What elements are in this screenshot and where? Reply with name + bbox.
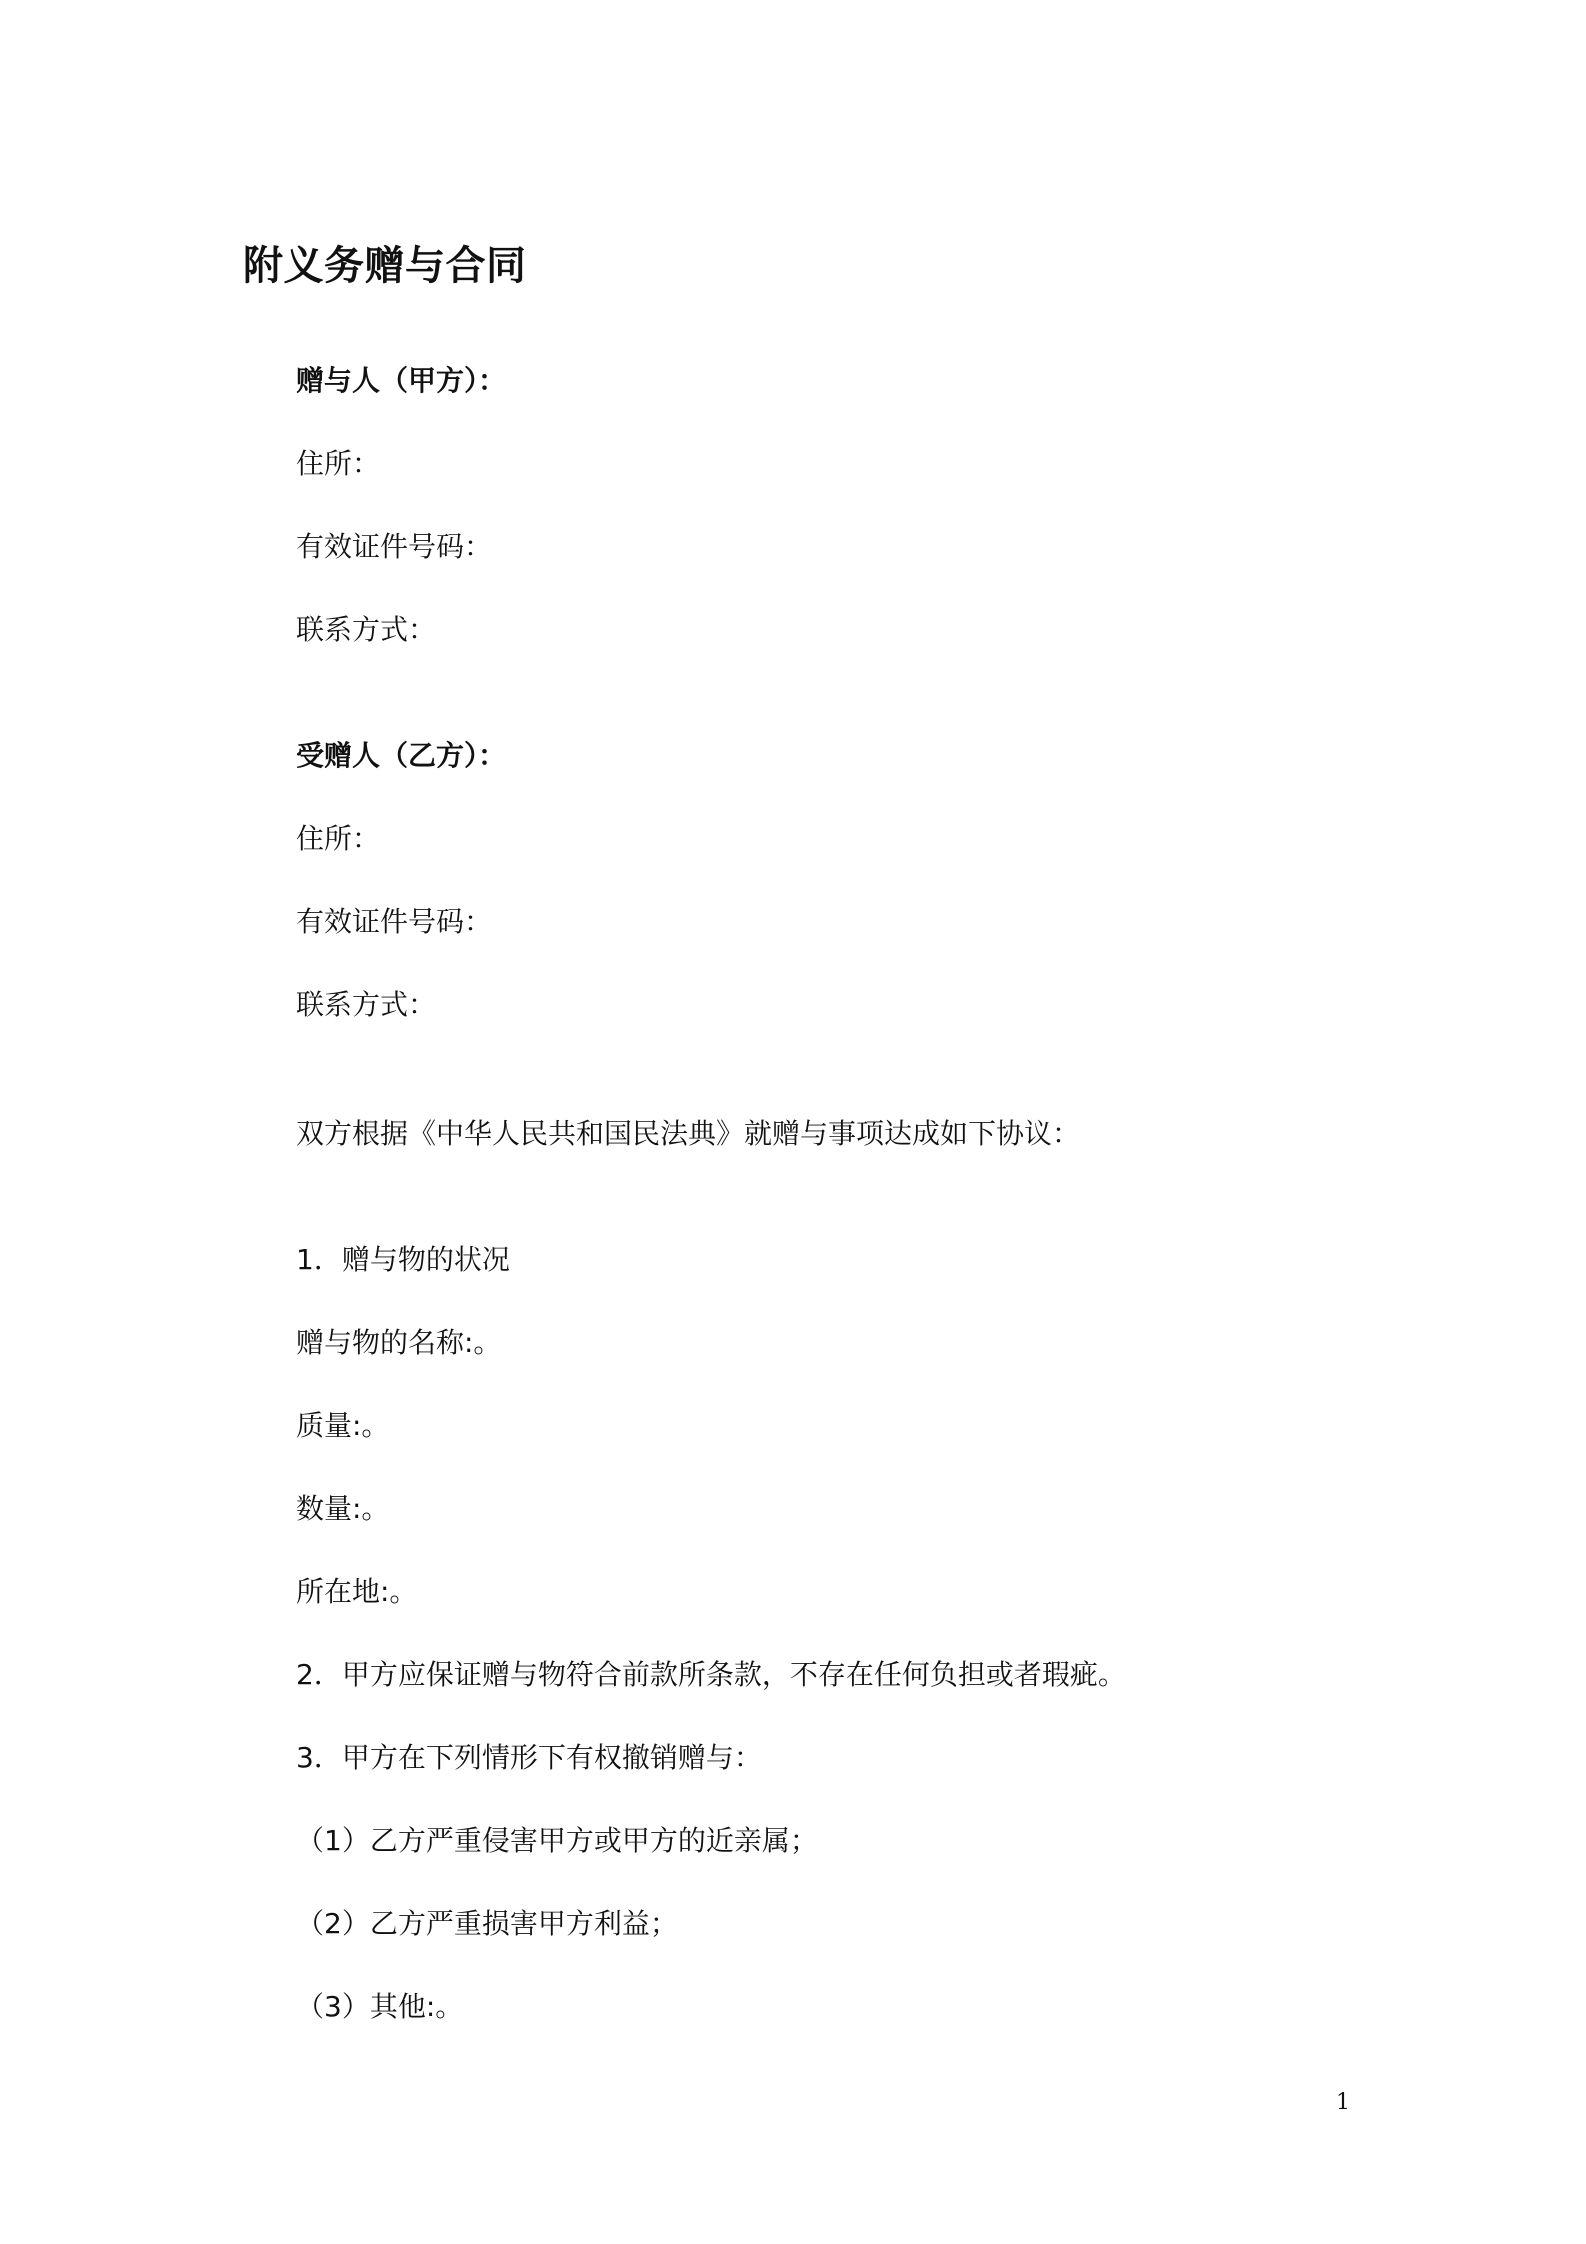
donor-contact-label: 联系方式： (296, 613, 437, 646)
clause-1-heading: 1．赠与物的状况 (296, 1243, 510, 1276)
gift-location-line: 所在地:。 (296, 1575, 418, 1608)
donor-address-label: 住所： (296, 447, 381, 480)
agreement-preamble: 双方根据《中华人民共和国民法典》就赠与事项达成如下协议： (296, 1117, 1081, 1150)
donee-address-label: 住所： (296, 822, 381, 855)
document-title: 附义务赠与合同 (243, 243, 527, 289)
donor-id-label: 有效证件号码： (296, 530, 493, 563)
gift-quality-line: 质量:。 (296, 1409, 390, 1442)
page-number: 1 (1336, 2090, 1350, 2115)
donee-id-label: 有效证件号码： (296, 905, 493, 938)
clause-3-heading: 3．甲方在下列情形下有权撤销赠与： (296, 1741, 762, 1774)
gift-quantity-line: 数量:。 (296, 1492, 390, 1525)
revocation-item-3: （3）其他:。 (296, 1990, 464, 2023)
donee-contact-label: 联系方式： (296, 988, 437, 1021)
revocation-item-1: （1）乙方严重侵害甲方或甲方的近亲属； (296, 1824, 818, 1857)
donor-heading: 赠与人（甲方）： (296, 364, 507, 397)
donee-heading: 受赠人（乙方）： (296, 739, 507, 772)
clause-2-text: 2．甲方应保证赠与物符合前款所条款，不存在任何负担或者瑕疵。 (296, 1658, 1126, 1691)
revocation-item-2: （2）乙方严重损害甲方利益； (296, 1907, 678, 1940)
gift-name-line: 赠与物的名称:。 (296, 1326, 502, 1359)
